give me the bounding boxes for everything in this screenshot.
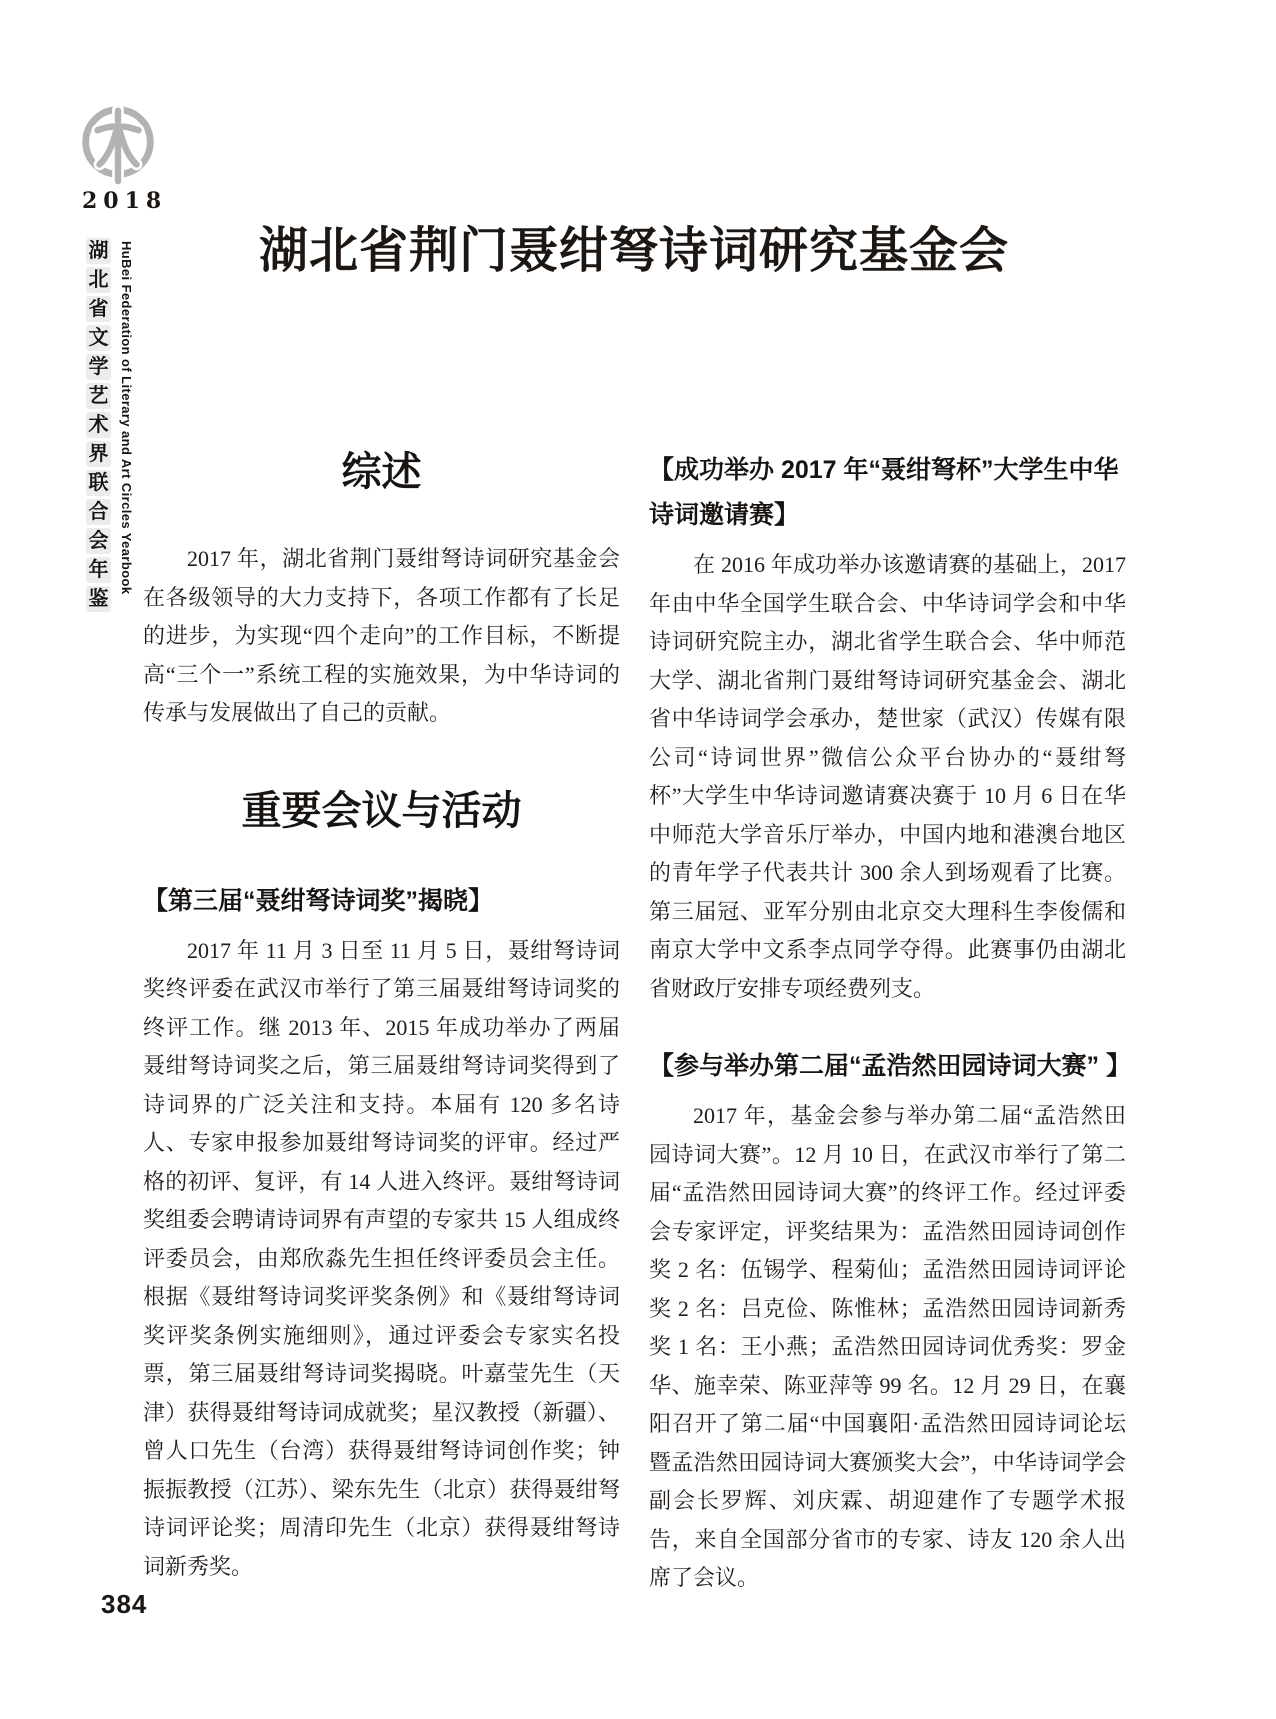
sidebar-title-char: 会: [86, 528, 111, 554]
overview-paragraph: 2017 年，湖北省荆门聂绀弩诗词研究基金会在各级领导的大力支持下，各项工作都有了长足的进步，为实现“四个走向”的工作目标，不断提高“三个一”系统工程的实施效果，为中华诗词的传承与发展做出了自己的贡献。: [143, 546, 620, 725]
sidebar-title-char: 北: [86, 267, 111, 293]
page-number: 384: [101, 1589, 148, 1619]
meetings-activities-heading: 重要会议与活动: [241, 788, 522, 833]
sidebar-title-char: 联: [86, 470, 111, 496]
sidebar-title-char: 艺: [86, 383, 111, 409]
sidebar-title-char: 文: [86, 325, 111, 351]
sidebar-title-char: 湖: [86, 238, 111, 264]
right-column: [649, 448, 1131, 1598]
entry-paragraph-poetry-award: 2017 年 11 月 3 日至 11 月 5 日，聂绀弩诗词奖终评委在武汉市举行了第三届聂绀弩诗词奖的终评工作。继 2013 年、2015 年成功举办了两届聂绀弩诗词奖之后，第三届聂绀弩诗词奖得到了诗词界的广泛关注和支持。本届有 120 多名诗人、专家申报参加聂绀弩诗词奖的评审。经过严格的初评、复评，有 14 人进入终评。聂绀弩诗词奖组委会聘请诗词界有声望的专家共 15 人组成终评委员会，由郑欣淼先生担任终评委员会主任。根据《聂绀弩诗词奖评奖条例》和《聂绀弩诗词奖评奖条例实施细则》，通过评委会专家实名投票，第三届聂绀弩诗词奖揭晓。叶嘉莹先生（天津）获得聂绀弩诗词成就奖；星汉教授（新疆）、曾人口先生（台湾）获得聂绀弩诗词创作奖；钟振振教授（江苏）、梁东先生（北京）获得聂绀弩诗词评论奖；周清印先生（北京）获得聂绀弩诗词新秀奖。: [143, 937, 620, 1579]
entry-paragraph-invitational: 在 2016 年成功举办该邀请赛的基础上，2017 年由中华全国学生联合会、中华诗词学会和中华诗词研究院主办，湖北省学生联合会、华中师范大学、湖北省荆门聂绀弩诗词研究基金会、湖北省中华诗词学会承办，楚世家（武汉）传媒有限公司“诗词世界”微信公众平台协办的“聂绀弩杯”大学生中华诗词邀请赛决赛于 10 月 6 日在华中师范大学音乐厅举办，中国内地和港澳台地区的青年学子代表共计 300 余人到场观看了比赛。第三届冠、亚军分别由北京交大理科生李俊儒和南京大学中文系李点同学夺得。此赛事仍由湖北省财政厅安排专项经费列支。: [649, 552, 1126, 1001]
federation-logo-icon: [74, 98, 162, 186]
sidebar-yearbook-title-cn: [86, 238, 112, 615]
left-column: [143, 448, 620, 1586]
sidebar-title-char: 界: [86, 441, 111, 467]
logo-block: [74, 98, 170, 214]
entry-paragraph-menghaoran: 2017 年，基金会参与举办第二届“孟浩然田园诗词大赛”。12 月 10 日，在武汉市举行了第二届“孟浩然田园诗词大赛”的终评工作。经过评委会专家评定，评奖结果为：孟浩然田园诗词创作奖 2 名：伍锡学、程菊仙；孟浩然田园诗词评论奖 2 名：吕克俭、陈惟林；孟浩然田园诗词新秀奖 1 名：王小燕；孟浩然田园诗词优秀奖：罗金华、施幸荣、陈亚萍等 99 名。12 月 29 日，在襄阳召开了第二届“中国襄阳·孟浩然田园诗词论坛暨孟浩然田园诗词大赛颁奖大会”，中华诗词学会副会长罗辉、刘庆霖、胡迎建作了专题学术报告，来自全国部分省市的专家、诗友 120 余人出席了会议。: [649, 1103, 1126, 1590]
overview-heading: 综述: [341, 450, 422, 494]
sidebar-title-char: 鉴: [86, 586, 111, 612]
sidebar-yearbook-title-en: HuBei Federation of Literary and Art Circles Yearbook: [119, 241, 134, 595]
entry-heading-menghaoran: 【参与举办第二届“孟浩然田园诗词大赛” 】: [649, 1052, 1131, 1080]
sidebar-title-char: 术: [86, 412, 111, 438]
sidebar-title-char: 省: [86, 296, 111, 322]
entry-heading-poetry-award: 【第三届“聂绀弩诗词奖”揭晓】: [143, 886, 494, 915]
edition-year: 2018: [82, 188, 168, 214]
sidebar-title-char: 学: [86, 354, 111, 380]
sidebar-title-char: 年: [86, 557, 111, 583]
entry-heading-invitational: 【成功举办 2017 年“聂绀弩杯”大学生中华诗词邀请赛】: [649, 456, 1119, 529]
sidebar-title-char: 合: [86, 499, 111, 525]
article-title: 湖北省荆门聂绀弩诗词研究基金会: [258, 223, 1009, 278]
